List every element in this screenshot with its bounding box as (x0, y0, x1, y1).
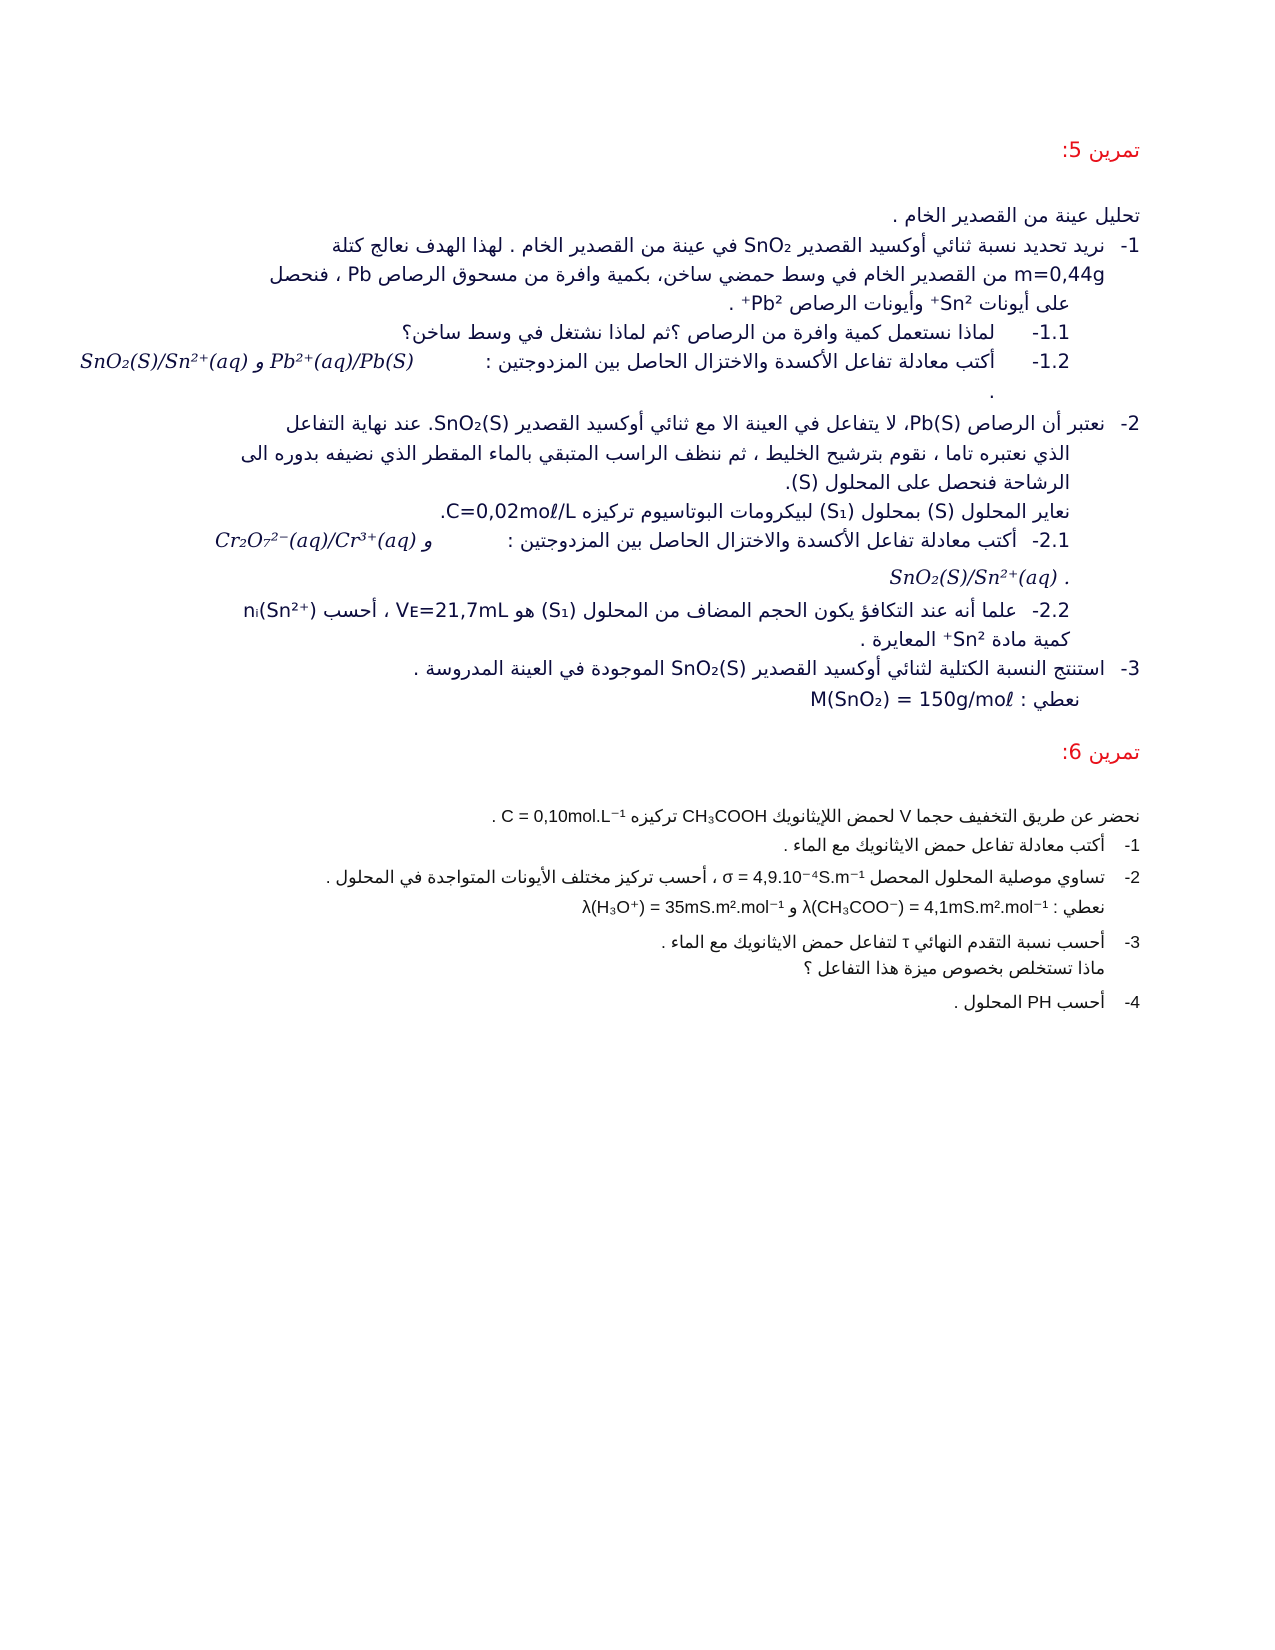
question-2-1-number: 2.1- (1031, 529, 1070, 552)
ex6-question-3-line-1: أحسب نسبة التقدم النهائي τ لتفاعل حمض الايثانويك مع الماء . (661, 932, 1105, 952)
exercise-5-intro: تحليل عينة من القصدير الخام . (892, 204, 1140, 227)
exercise-6-title: تمرين 6: (1061, 740, 1140, 764)
question-1-line-2: m=0,44g من القصدير الخام في وسط حمضي ساخن، بكمية وافرة من مسحوق الرصاص Pb ، فنحصل (269, 263, 1105, 286)
question-3-line-2: نعطي : M(SnO₂) = 150g/moℓ (810, 688, 1080, 711)
question-3-number: 3- (1120, 657, 1140, 680)
question-2-line-4: نعاير المحلول (S) بمحلول (S₁) لبيكرومات البوتاسيوم تركيزه C=0,02moℓ/L. (439, 500, 1070, 523)
question-2-1-couple-2: SnO₂(S)/Sn²⁺(aq) . (889, 566, 1070, 589)
ex6-question-1-number: 1- (1124, 835, 1140, 855)
question-2-number: 2- (1120, 412, 1140, 435)
question-1-2-number: 1.2- (1031, 350, 1070, 373)
question-1-2-couples: SnO₂(S)/Sn²⁺(aq) و Pb²⁺(aq)/Pb(S) (80, 350, 414, 373)
question-1-1-number: 1.1- (1031, 321, 1070, 344)
exercise-5-title: تمرين 5: (1061, 138, 1140, 162)
question-3-line-1: استنتج النسبة الكتلية لثنائي أوكسيد القصدير SnO₂(S) الموجودة في العينة المدروسة . (413, 657, 1105, 680)
ex6-question-2-line-1: تساوي موصلية المحلول المحصل σ = 4,9.10⁻⁴S.m⁻¹ ، أحسب تركيز مختلف الأيونات المتواجدة في المحلول . (325, 867, 1105, 887)
question-2-line-3: الرشاحة فنحصل على المحلول (S). (784, 471, 1070, 494)
ex6-question-3-number: 3- (1124, 932, 1140, 952)
question-2-1-line-1: أكتب معادلة تفاعل الأكسدة والاختزال الحاصل بين المزدوجتين : (507, 529, 1017, 552)
ex6-question-1-text: أكتب معادلة تفاعل حمض الايثانويك مع الماء . (783, 835, 1105, 855)
question-1-line-3: على أيونات Sn²⁺ وأيونات الرصاص Pb²⁺ . (728, 292, 1070, 315)
ex6-question-4-number: 4- (1124, 992, 1140, 1012)
ex6-question-2-line-2: نعطي : λ(CH₃COO⁻) = 4,1mS.m².mol⁻¹ و λ(H₃O⁺) = 35mS.m².mol⁻¹ (582, 897, 1105, 917)
question-2-2-number: 2.2- (1031, 599, 1070, 622)
ex6-question-3-line-2: ماذا تستخلص بخصوص ميزة هذا التفاعل ؟ (803, 958, 1105, 978)
ex6-question-2-number: 2- (1124, 867, 1140, 887)
question-2-line-1: نعتبر أن الرصاص Pb(S)، لا يتفاعل في العينة الا مع ثنائي أوكسيد القصدير SnO₂(S). عند نهاية التفاعل (285, 412, 1105, 435)
question-1-number: 1- (1120, 234, 1140, 257)
question-1-1-text: لماذا نستعمل كمية وافرة من الرصاص ؟ثم لماذا نشتغل في وسط ساخن؟ (401, 321, 995, 344)
question-1-2-text: أكتب معادلة تفاعل الأكسدة والاختزال الحاصل بين المزدوجتين : (485, 350, 995, 373)
question-2-2-line-1: علما أنه عند التكافؤ يكون الحجم المضاف من المحلول (S₁) هو Vᴇ=21,7mL ، أحسب nᵢ(Sn²⁺) (242, 599, 1017, 622)
exercise-6-intro: نحضر عن طريق التخفيف حجما V لحمض اللإيثانويك CH₃COOH تركيزه C = 0,10mol.L⁻¹ . (491, 806, 1140, 826)
question-2-line-2: الذي نعتبره تاما ، نقوم بترشيح الخليط ، ثم ننظف الراسب المتبقي بالماء المقطر الذي نضيفه بدوره الى (240, 442, 1070, 465)
ex6-question-4-text: أحسب PH المحلول . (953, 992, 1105, 1012)
question-2-1-couple-1: Cr₂O₇²⁻(aq)/Cr³⁺(aq) و (215, 529, 433, 552)
question-2-2-line-2: كمية مادة Sn²⁺ المعايرة . (859, 628, 1070, 651)
question-1-line-1: نريد تحديد نسبة ثنائي أوكسيد القصدير SnO₂ في عينة من القصدير الخام . لهذا الهدف نعالج كتلة (331, 234, 1105, 257)
question-1-2-end: . (988, 380, 995, 403)
